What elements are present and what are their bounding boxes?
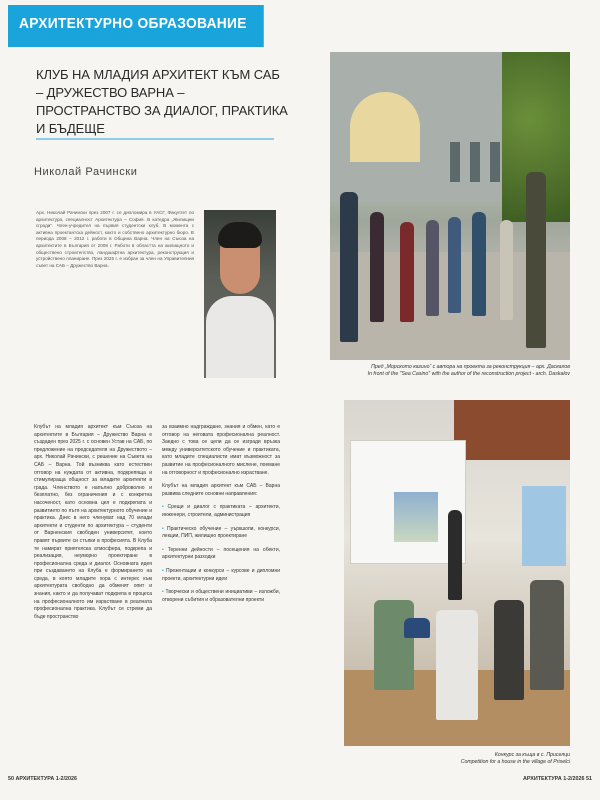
photo-person <box>400 222 414 322</box>
projected-slide <box>394 492 438 542</box>
photo-person <box>526 172 546 348</box>
caption-top-bg: Пред „Морското казино“ с автора на проекта за реконструкция – арх. Даскалов <box>371 364 570 370</box>
photo-laptop <box>404 618 430 638</box>
focus-area-item: • Практическо обучение – уъркшопи, конкурси, лекции, ПИП, жилищно проектиране <box>162 526 280 541</box>
photo-person <box>340 192 358 342</box>
portrait-shirt <box>206 296 274 378</box>
photo-window <box>490 142 500 182</box>
portrait-hair <box>218 222 262 248</box>
photo-person <box>472 212 486 316</box>
footer-right: АРХИТЕКТУРА 1-2/2026 51 <box>523 776 592 782</box>
photo-person <box>426 220 439 316</box>
photo-person <box>448 510 462 600</box>
article-column-2 <box>162 424 280 610</box>
group-photo-sea-casino <box>330 52 570 360</box>
focus-areas-list <box>162 504 280 604</box>
photo-person <box>448 217 461 313</box>
column-2-lead: Клубът на младия архитект към САБ – Варна развива следните основни направления: <box>162 483 280 497</box>
photo-window <box>450 142 460 182</box>
photo-arch <box>350 92 420 162</box>
photo-person <box>500 220 513 320</box>
section-banner: АРХИТЕКТУРНО ОБРАЗОВАНИЕ <box>8 5 264 47</box>
author-name: Николай Рачински <box>34 166 138 178</box>
photo-window <box>522 486 566 566</box>
article-title: КЛУБ НА МЛАДИЯ АРХИТЕКТ КЪМ САБ – ДРУЖЕСТВО ВАРНА – ПРОСТРАНСТВО ЗА ДИАЛОГ, ПРАКТИКА И БЪДЕЩЕ <box>36 67 288 136</box>
title-divider <box>36 138 274 140</box>
photo-person <box>494 600 524 700</box>
photo-person <box>374 600 414 690</box>
column-2-intro: за взаимно надграждане, знания и обмен, като е отговор на неговата професионална реалност. Заедно с това се цели да се изгради връзка между университетското обучение и практиката, като младите специалисти имат възможност за развитие на професионалното мислене, поемане на отговорност и професионално израстване. <box>162 424 280 476</box>
photo-ceiling <box>454 400 570 460</box>
caption-top-photo <box>330 364 570 378</box>
photo-person <box>530 580 564 690</box>
focus-area-item: • Презентации и конкурси – курсове и дипломни проекти, архитектурни идеи <box>162 568 280 583</box>
caption-bottom-en: Competition for a house in the village of Priselci <box>460 759 570 765</box>
photo-person <box>370 212 384 322</box>
focus-area-item: • Срещи и диалог с практиката – архитекти, инженери, строители, администрация <box>162 504 280 519</box>
focus-area-item: • Творчески и обществени инициативи – изложби, отворени събития и образователни проекти <box>162 589 280 604</box>
photo-window <box>470 142 480 182</box>
article-column-1: Клубът на младия архитект към Съюза на архитектите в България – Дружество Варна е създаден през 2025 г. с основен Устав на САБ, по предложение на председателя на Дружеството – арх. Николай Рачински, с решение на Съвета на САБ – Варна. Той възниква като естествен отговор на нуждата от активна, подкрепяща и стимулираща общност за младите архитекти в града. Членството е напълно доброволно и безплатно, без ограничения и с конкретна насоченост, като основна цел е подкрепата и развитието по пътя на архитектурното обучение и практика. Днес в него членуват над 70 млади архитекти и студенти по архитектура – студенти от Варненския свободен университет, които правят първите си стъпки в професията. В Клуба те намират приятелска атмосфера, подкрепа и реализация, неуморно проектиране в професионална среда и диалог. Основната идея при създаването на Клуба е формирането на среда, в която младите хора с интерес към архитектурата свободно да обменят опит и знания, както и да получават подкрепа в процеса на професионалното им израстване в реалната професионална практика. Клубът се стреми да бъде пространство <box>34 424 152 620</box>
author-bio: Арх. Николай Рачински през 2007 г. се дипломира в УАСГ, Факултет по архитектура, специалност Архитектура – София. В катедра „Жилищни сгради“. Член-учредител на първия студентски клуб. В момента с активна проектантска дейност, както и собствено архитектурно бюро. В периода 2008 – 2012 г. работи в Община Варна. Член на Съюза на архитектите в България от 2008 г. Работи в областта на жилищното и обществено строителство, ландшафтна архитектура, реконструкция и устройствено планиране. През 2025 г. е избран за член на Управителния съвет на САБ – Дружество Варна. <box>36 210 194 268</box>
caption-top-en: In front of the "Sea Casino" with the author of the reconstruction project - arch. Daskalov <box>367 371 570 377</box>
caption-bottom-bg: Конкурс за къща в с. Приселци <box>494 752 570 758</box>
workshop-photo <box>344 400 570 746</box>
caption-bottom-photo <box>330 752 570 766</box>
focus-area-item: • Теренни дейности – посещения на обекти, архитектурни разходки <box>162 547 280 562</box>
footer-left: 50 АРХИТЕКТУРА 1-2/2026 <box>8 776 77 782</box>
author-portrait <box>204 210 276 378</box>
photo-person <box>436 610 478 720</box>
